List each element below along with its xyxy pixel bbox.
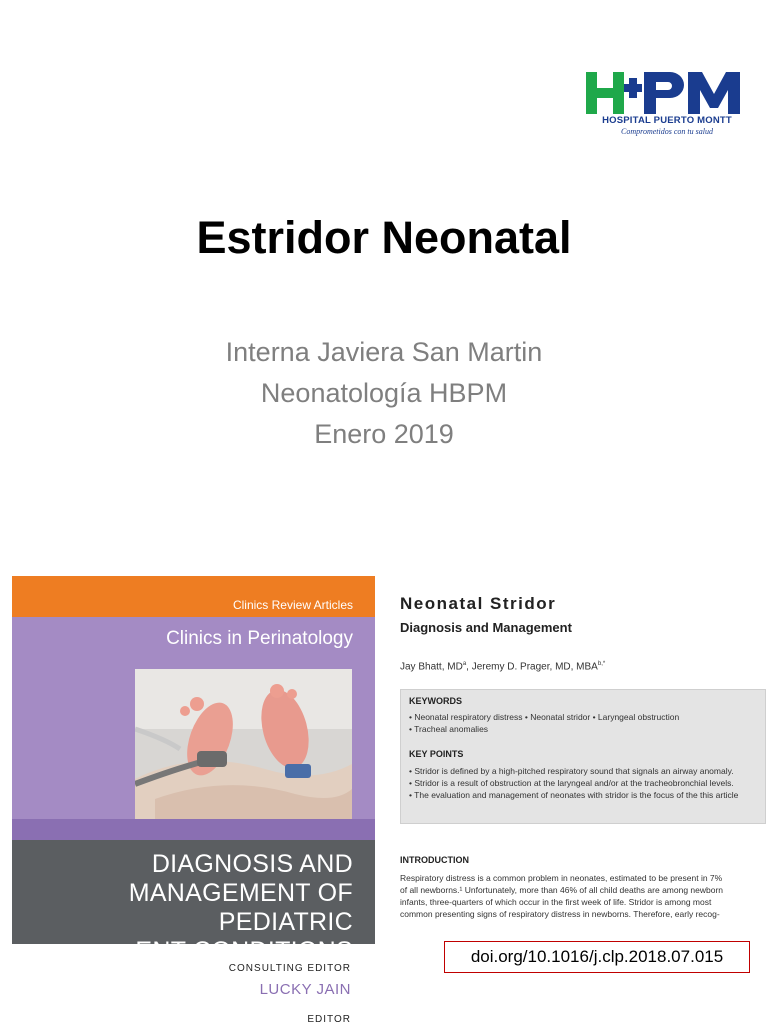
cover-heading	[12, 850, 353, 966]
cover-consulting-editor-label: CONSULTING EDITOR	[228, 963, 351, 974]
introduction-heading: INTRODUCTION	[400, 855, 469, 865]
hospital-tagline: Comprometidos con tu salud	[621, 127, 713, 136]
book-cover	[12, 576, 375, 1024]
introduction-text	[400, 872, 766, 920]
cover-photo-baby-feet	[135, 669, 352, 824]
presentation-date: Enero 2019	[314, 419, 454, 449]
keypoints-heading: KEY POINTS	[409, 749, 464, 759]
keypoint-line: • Stridor is a result of obstruction at the laryngeal and/or at the tracheobronchial levels.	[409, 778, 734, 788]
slide-subtitle	[0, 332, 768, 455]
cover-heading-line: DIAGNOSIS AND	[151, 850, 353, 878]
article-title: Neonatal Stridor	[400, 594, 557, 613]
slide-title: Estridor Neonatal	[196, 212, 572, 263]
cover-series-title: Clinics in Perinatology	[166, 628, 353, 649]
intro-line: of all newborns.¹ Unfortunately, more than 46% of all child deaths are among newborn	[400, 885, 724, 895]
keypoint-line: • The evaluation and management of neonates with stridor is the focus of the this article	[409, 790, 739, 800]
cover-purple-strip	[12, 819, 375, 840]
keywords-box	[400, 689, 766, 824]
hpm-logo-mark	[584, 70, 748, 116]
doi-reference: doi.org/10.1016/j.clp.2018.07.015	[444, 941, 750, 973]
keyword-line: • Neonatal respiratory distress • Neonatal stridor • Laryngeal obstruction	[409, 712, 680, 722]
cover-heading-line: ENT CONDITIONS	[135, 937, 353, 965]
cover-editor-name: LUCKY JAIN	[259, 981, 351, 998]
cover-editor-label: EDITOR	[307, 1014, 351, 1024]
intro-line: common presenting signs of respiratory distress in newborns. Therefore, early recog-	[400, 909, 720, 919]
cover-band-text: Clinics Review Articles	[232, 598, 353, 612]
hospital-logo	[584, 70, 748, 140]
intro-line: Respiratory distress is a common problem in neonates, estimated to be present in 7%	[400, 873, 723, 883]
keyword-line: • Tracheal anomalies	[409, 724, 489, 734]
presenter-name: Interna Javiera San Martin	[225, 337, 543, 367]
article-authors: Jay Bhatt, $MD^a$, Jeremy D. Prager, MD, $MBA^{b,*}$	[400, 661, 606, 673]
intro-line: infants, three-quarters of which occur in the first week of life. Stridor is among most	[400, 897, 712, 907]
keywords-heading: KEYWORDS	[409, 696, 463, 706]
article-subtitle: Diagnosis and Management	[400, 620, 572, 635]
presenter-unit: Neonatología HBPM	[260, 378, 508, 408]
cover-heading-line: MANAGEMENT OF PEDIATRIC	[128, 879, 353, 936]
keypoint-line: • Stridor is defined by a high-pitched respiratory sound that signals an airway anomaly.	[409, 766, 734, 776]
hospital-name: HOSPITAL PUERTO MONTT	[602, 115, 732, 126]
